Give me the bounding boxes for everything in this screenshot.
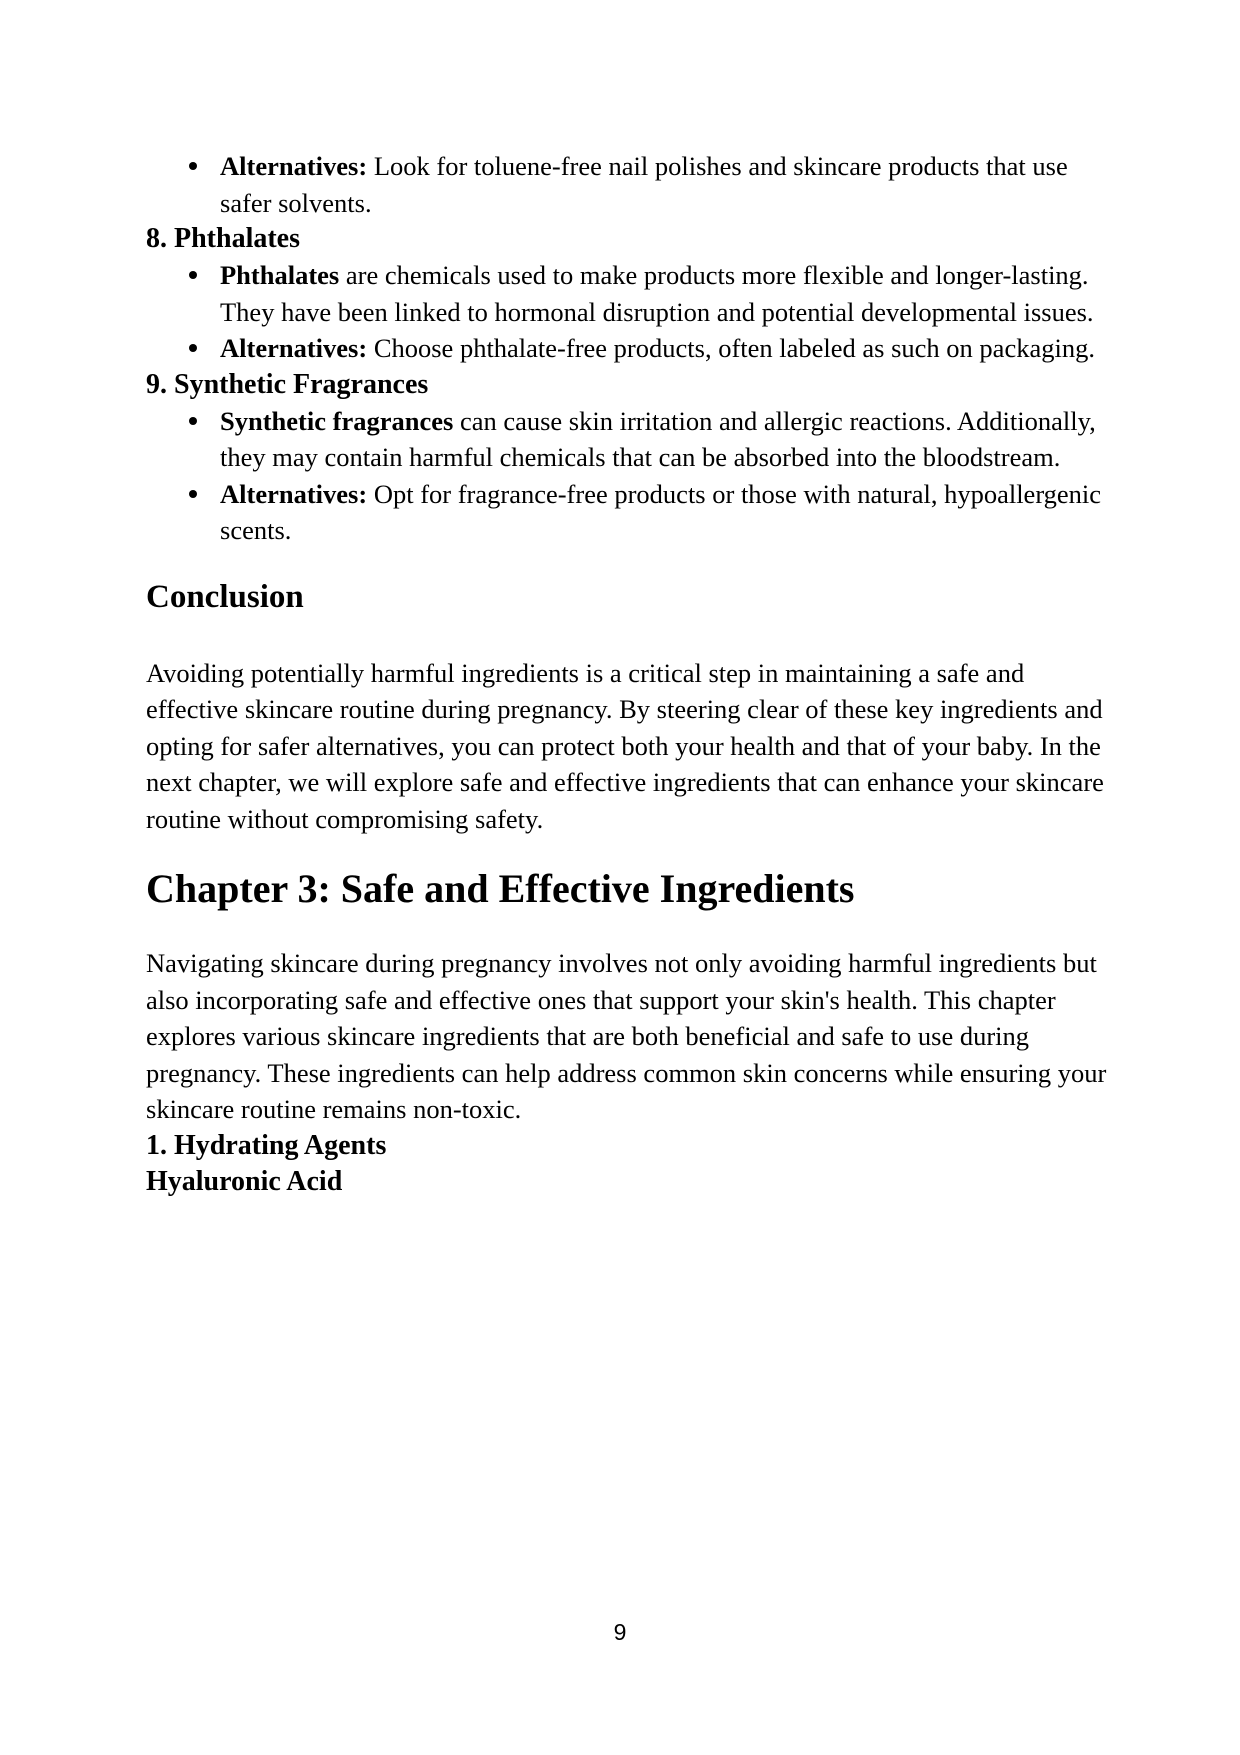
toluene-alternatives-list [146, 148, 1116, 221]
section-heading-synthetic-fragrances: 9. Synthetic Fragrances [146, 368, 429, 400]
list-item-lead: Alternatives: [220, 151, 368, 181]
list-item-lead: Alternatives: [220, 333, 368, 363]
subsection-heading-hyaluronic-acid: Hyaluronic Acid [146, 1165, 343, 1197]
list-item-text: Look for toluene-free nail polishes and skincare products that use safer solvents. [220, 151, 1068, 218]
list-item-text: Choose phthalate-free products, often labeled as such on packaging. [367, 333, 1095, 363]
list-item-lead: Alternatives: [220, 478, 368, 509]
list-item [220, 476, 1116, 549]
list-item-text: can cause skin irritation and allergic reactions. Additionally, they may contain harmful chemicals that can be absorbed into the bloodstream. [220, 405, 1096, 472]
section-heading-phthalates: 8. Phthalates [146, 223, 300, 254]
list-item [220, 330, 1116, 367]
fragrances-list [146, 403, 1116, 549]
list-item-lead: Phthalates [220, 260, 340, 290]
list-item-text: are chemicals used to make products more flexible and longer-lasting. They have been linked to hormonal disruption and potential developmental issues. [220, 260, 1094, 327]
list-item [220, 403, 1116, 476]
section-heading-hydrating-agents: 1. Hydrating Agents [146, 1129, 387, 1161]
conclusion-paragraph: Avoiding potentially harmful ingredients is a critical step in maintaining a safe and effective skincare routine during pregnancy. By steering clear of these key ingredients and opting for safer alternatives, you can protect both your health and that of your baby. In the next chapter, we will explore safe and effective ingredients that can enhance your skincare routine without compromising safety. [146, 657, 1104, 834]
list-item [220, 257, 1116, 330]
chapter-intro-paragraph: Navigating skincare during pregnancy involves not only avoiding harmful ingredients but also incorporating safe and effective ones that support your skin's health. This chapter explores various skincare ingredients that are both beneficial and safe to use during pregnancy. These ingredients can help address common skin concerns while ensuring your skincare routine remains non-toxic. [146, 948, 1107, 1124]
page-number: 9 [613, 1619, 627, 1645]
list-item-lead: Synthetic fragrances [220, 405, 454, 436]
list-item-text: Opt for fragrance-free products or those with natural, hypoallergenic scents. [220, 478, 1102, 545]
chapter-title: Chapter 3: Safe and Effective Ingredients [146, 866, 855, 911]
list-item [220, 148, 1116, 221]
conclusion-heading: Conclusion [146, 578, 304, 615]
phthalates-list [146, 257, 1116, 367]
